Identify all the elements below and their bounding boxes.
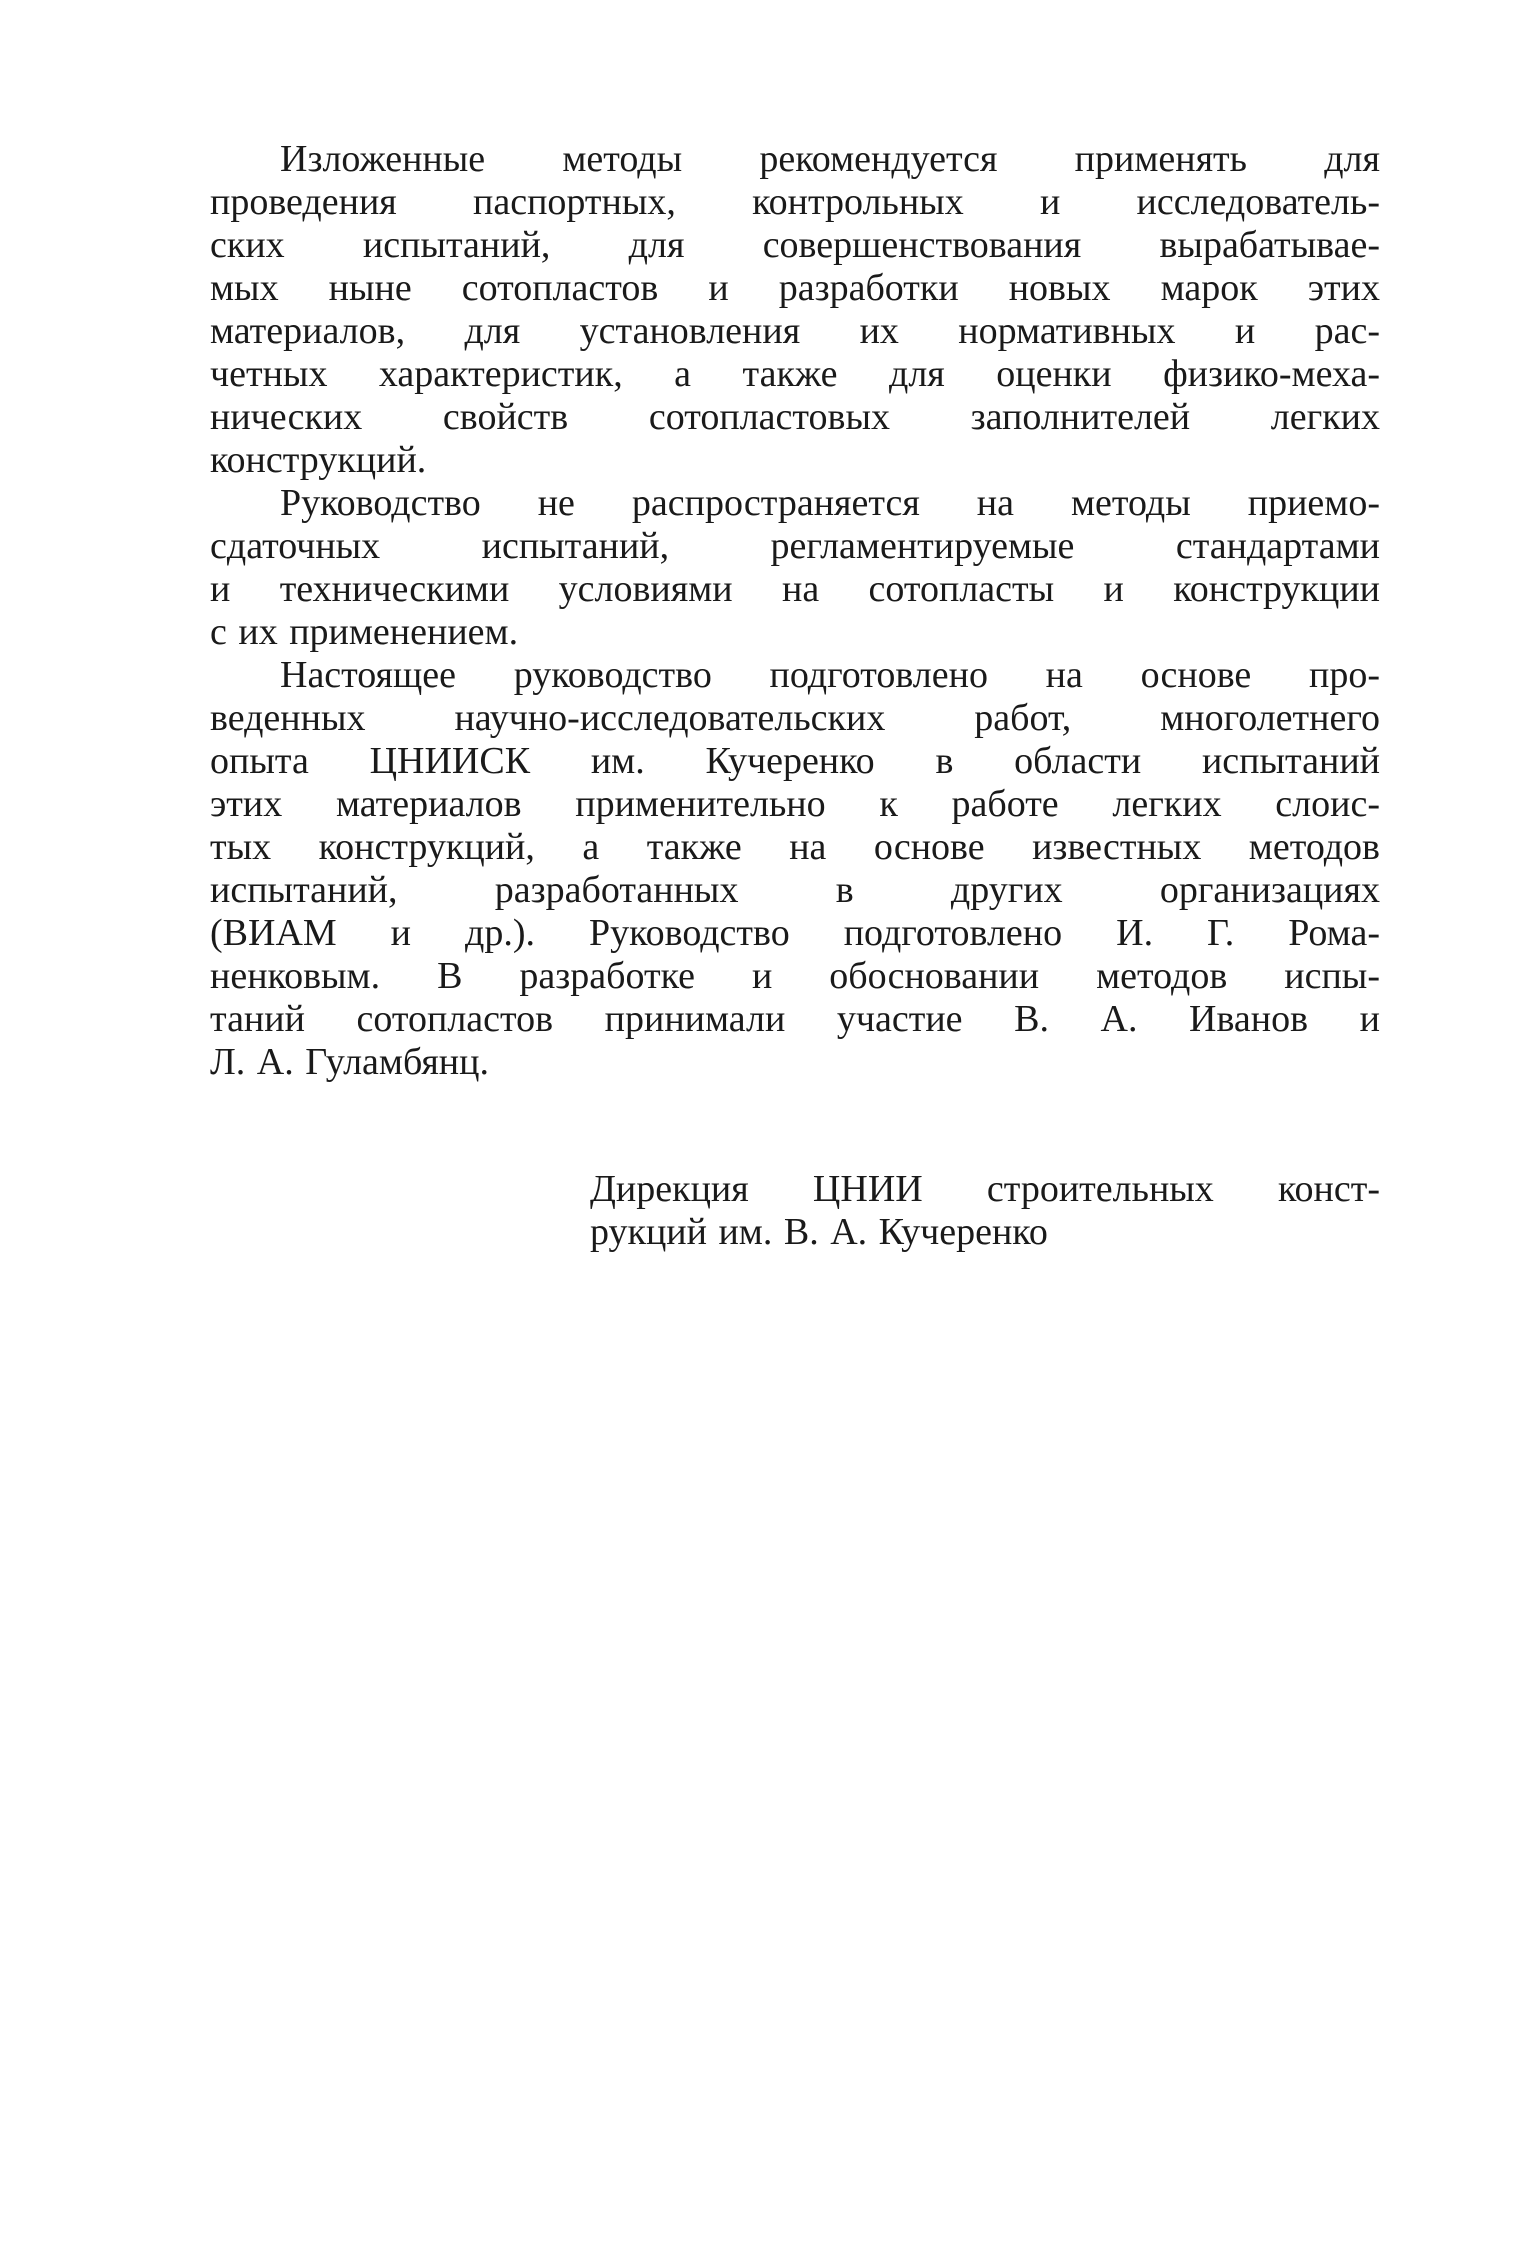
paragraph-3-line-9: таний сотопластов принимали участие В. А. Иванов и — [210, 998, 1380, 1040]
paragraph-3-line-1: Настоящее руководство подготовлено на основе про- — [280, 654, 1380, 696]
paragraph-2-line-3: и техническими условиями на сотопласты и конструкции — [210, 568, 1380, 610]
paragraph-1-line-1: Изложенные методы рекомендуется применять для — [280, 138, 1380, 180]
paragraph-3-line-3: опыта ЦНИИСК им. Кучеренко в области испытаний — [210, 740, 1380, 782]
paragraph-1-line-7: нических свойств сотопластовых заполнителей легких — [210, 396, 1380, 438]
paragraph-3-line-5: тых конструкций, а также на основе известных методов — [210, 826, 1380, 868]
signature-line-2: рукций им. В. А. Кучеренко — [590, 1211, 1048, 1253]
paragraph-1-line-5: материалов, для установления их нормативных и рас- — [210, 310, 1380, 352]
paragraph-3-line-4: этих материалов применительно к работе легких слоис- — [210, 783, 1380, 825]
paragraph-2-line-4: с их применением. — [210, 611, 519, 653]
paragraph-1-line-4: мых ныне сотопластов и разработки новых марок этих — [210, 267, 1380, 309]
paragraph-2-line-2: сдаточных испытаний, регламентируемые стандартами — [210, 525, 1380, 567]
paragraph-1-line-6: четных характеристик, а также для оценки физико-меха- — [210, 353, 1380, 395]
signature-line-1: Дирекция ЦНИИ строительных конст- — [590, 1168, 1380, 1210]
signature-block — [590, 1168, 1380, 1254]
paragraph-3-line-7: (ВИАМ и др.). Руководство подготовлено И. Г. Рома- — [210, 912, 1380, 954]
paragraph-3-line-10: Л. А. Гуламбянц. — [210, 1041, 489, 1083]
paragraph-3-line-2: веденных научно-исследовательских работ, многолетнего — [210, 697, 1380, 739]
paragraph-2-line-1: Руководство не распространяется на методы приемо- — [280, 482, 1380, 524]
paragraph-3-line-6: испытаний, разработанных в других организациях — [210, 869, 1380, 911]
paragraph-1-line-2: проведения паспортных, контрольных и исследователь- — [210, 181, 1380, 223]
paragraph-1-line-8: конструкций. — [210, 439, 427, 481]
body-text — [210, 138, 1380, 1084]
paragraph-3-line-8: ненковым. В разработке и обосновании методов испы- — [210, 955, 1380, 997]
paragraph-1-line-3: ских испытаний, для совершенствования вырабатывае- — [210, 224, 1380, 266]
